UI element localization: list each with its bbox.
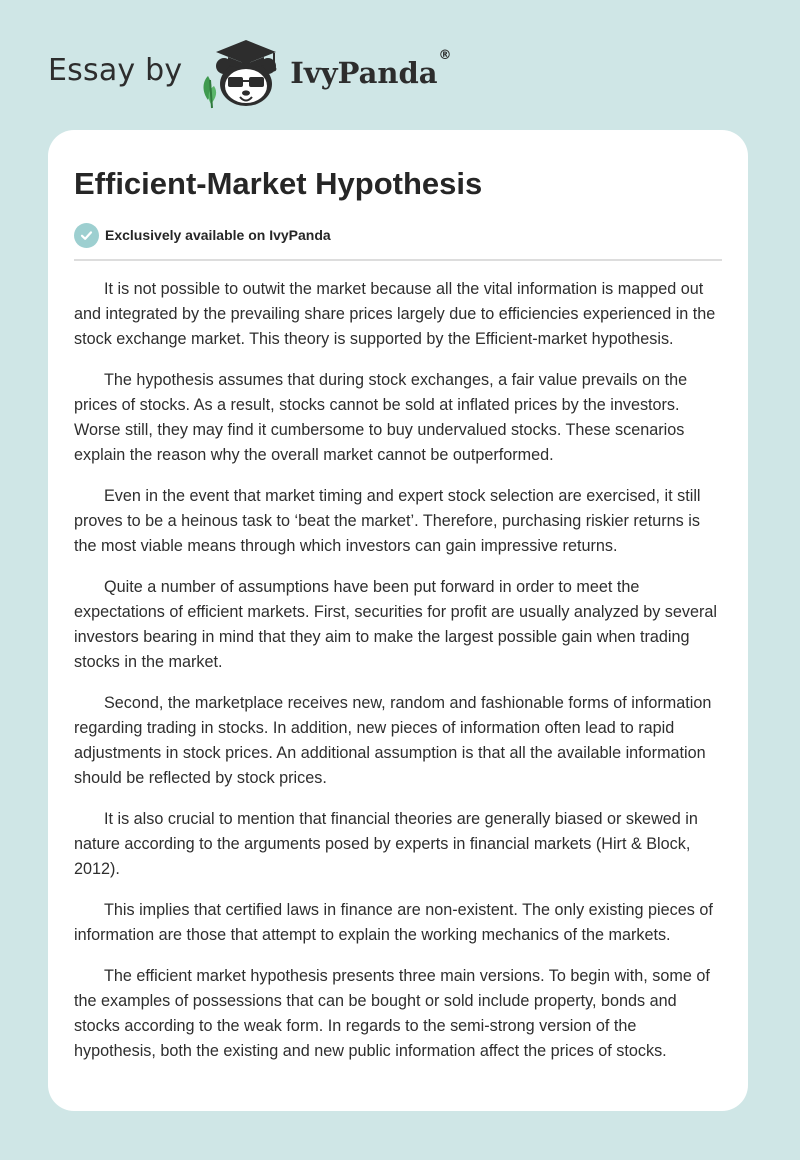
divider xyxy=(74,259,722,261)
paragraph: Second, the marketplace receives new, random and fashionable forms of information regarding trading in stocks. In addition, new pieces of information often lead to rapid adjustments in stock prices. An additional assumption is that all the available information should be reflected by stock prices. xyxy=(74,694,712,787)
page-title: Efficient-Market Hypothesis xyxy=(74,166,483,201)
site-brand[interactable] xyxy=(48,30,452,110)
paragraph: This implies that certified laws in finance are non-existent. The only existing pieces of information are those that attempt to explain the working mechanics of the markets. xyxy=(74,901,713,944)
essay-body xyxy=(74,277,722,1064)
availability-text: Exclusively available on IvyPanda xyxy=(105,227,331,243)
paragraph: It is also crucial to mention that financial theories are generally biased or skewed in nature according to the arguments posed by experts in financial markets (Hirt & Block, 2012). xyxy=(74,810,698,878)
paragraph: Quite a number of assumptions have been put forward in order to meet the expectations of efficient markets. First, securities for profit are usually analyzed by several investors bearing in mind that they aim to make the largest possible gain when trading stocks in the market. xyxy=(74,578,717,671)
availability-badge xyxy=(74,221,722,249)
registered-mark: ® xyxy=(438,48,452,63)
panda-graduate-icon xyxy=(196,30,288,110)
paragraph: The hypothesis assumes that during stock exchanges, a fair value prevails on the prices of stocks. As a result, stocks cannot be sold at inflated prices by the investors. Worse still, they may find it cumbersome to buy undervalued stocks. These scenarios explain the reason why the overall market cannot be outperformed. xyxy=(74,371,688,464)
paragraph: It is not possible to outwit the market because all the vital information is mapped out and integrated by the prevailing share prices largely due to efficiencies experienced in the stock exchange market. This theory is supported by the Efficient-market hypothesis. xyxy=(74,280,716,348)
essay-card xyxy=(48,130,748,1111)
paragraph: The efficient market hypothesis presents three main versions. To begin with, some of the examples of possessions that can be bought or sold include property, bonds and stocks according to the weak form. In regards to the semi-strong version of the hypothesis, both the existing and new public information affect the prices of stocks. xyxy=(74,967,710,1060)
paragraph: Even in the event that market timing and expert stock selection are exercised, it still proves to be a heinous task to ‘beat the market’. Therefore, purchasing riskier returns is the most viable means through which investors can gain impressive returns. xyxy=(74,487,701,555)
brand-name: IvyPanda® xyxy=(290,48,452,90)
brand-prefix: Essay by xyxy=(48,52,183,88)
checkmark-icon xyxy=(74,223,99,248)
